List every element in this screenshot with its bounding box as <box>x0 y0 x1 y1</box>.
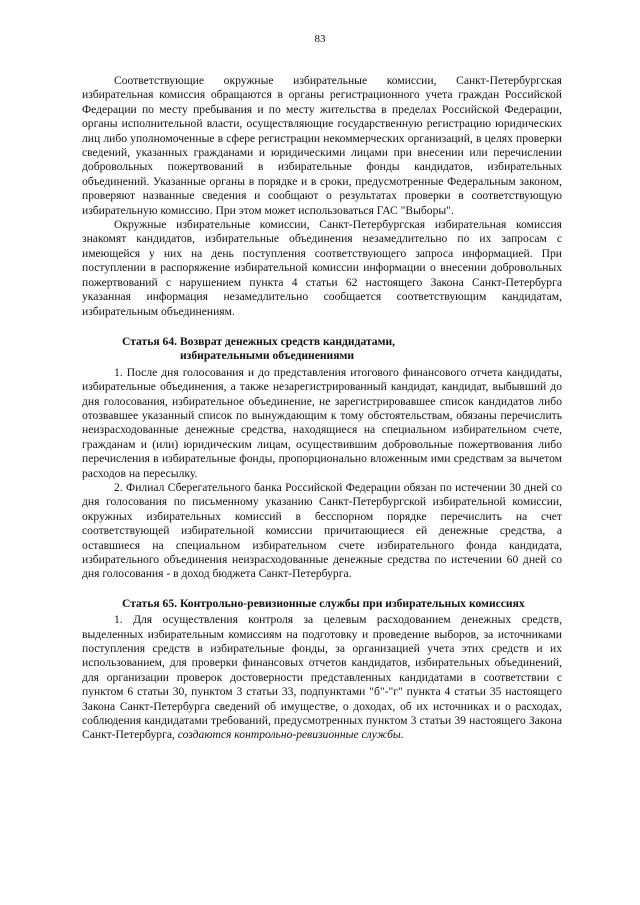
page-number: 83 <box>314 33 326 45</box>
article-64-paragraph-1: 1. После дня голосования и до представления итогового финансового отчета кандидаты, избирательные объединения, а также незарегистрированный кандидат, кандидат, выбывший до дня голосования, избирательное объединение, не зарегистрировавшее список кандидатов либо отозвавшее указанный список по вынуждающим к тому обстоятельствам, обязаны перечислить неизрасходованные денежные средства, находящиеся на специальном избирательном счете, гражданам и (или) юридическим лицам, осуществившим добровольные пожертвования либо перечисления в избирательные фонды, пропорционально вложенным ими средствам за вычетом расходов на пересылку. <box>82 365 562 480</box>
article-65-heading <box>82 597 562 611</box>
article-65-paragraph-1 <box>82 613 562 743</box>
article-64-title-line2: избирательными объединениями <box>180 349 355 363</box>
article-64-paragraph-2: 2. Филиал Сберегательного банка Российской Федерации обязан по истечении 30 дней со дня голосования по письменному указанию Санкт-Петербургской избирательной комиссии, окружных избирательных комиссий в бесспорном порядке перечислить на счет соответствующей избирательной комиссии причитающиеся ей денежные средства, а оставшиеся на специальном избирательном счете избирательного фонда кандидата, избирательного объединения неизрасходованные денежные средства по истечении 60 дней со дня голосования - в доход бюджета Санкт-Петербурга. <box>82 480 562 581</box>
article-65-paragraph-1-text: 1. Для осуществления контроля за целевым расходованием денежных средств, выделенных избирательным комиссиям на подготовку и проведение выборов, за источниками поступления средств в избирательные фонды, за организацией учета этих средств и их использованием, для проверки финансовых отчетов кандидатов, избирательных объединений, для организации проверок достоверности представленных кандидатами в соответствии с пунктом 6 статьи 30, пунктом 3 статьи 33, подпунктами "б"-"г" пункта 4 статьи 35 настоящего Закона Санкт-Петербурга сведений об имуществе, о доходах, об их источниках и о расходах, соблюдения кандидатами требований, предусмотренных пунктом 3 статьи 39 настоящего Закона Санкт-Петербурга, <box>82 613 562 742</box>
article-64-title-line1: Статья 64. Возврат денежных средств кандидатами, <box>122 334 396 348</box>
document-body <box>82 74 562 743</box>
article-64-heading <box>82 335 562 364</box>
article-65-title: Статья 65. Контрольно-ревизионные службы при избирательных комиссиях <box>122 596 525 610</box>
paragraph: Соответствующие окружные избирательные комиссии, Санкт-Петербургская избирательная комиссия обращаются в органы регистрационного учета граждан Российской Федерации по месту пребывания и по месту жительства в пределах Российской Федерации, органы исполнительной власти, осуществляющие государственную регистрацию юридических лиц либо уполномоченные в сфере регистрации некоммерческих организаций, в целях проверки сведений, указанных гражданами и юридическими лицами при внесении или перечислении добровольных пожертвований в избирательные фонды кандидатов, избирательных объединений. Указанные органы в порядке и в сроки, предусмотренные Федеральным законом, проверяют названные сведения и сообщают о результатах проверки в соответствующую избирательную комиссию. При этом может использоваться ГАС "Выборы". <box>82 74 562 217</box>
paragraph: Окружные избирательные комиссии, Санкт-Петербургская избирательная комиссия знакомят кандидатов, избирательные объединения незамедлительно по их запросам с имеющейся у них на день поступления соответствующего запроса информацией. При поступлении в распоряжение избирательной комиссии информации о внесении добровольных пожертвований с нарушением пункта 4 статьи 62 настоящего Закона Санкт-Петербурга указанная информация незамедлительно сообщается соответствующим кандидатам, избирательным объединениям. <box>82 218 562 318</box>
article-65-paragraph-1-italic: создаются контрольно-ревизионные службы. <box>177 728 404 742</box>
